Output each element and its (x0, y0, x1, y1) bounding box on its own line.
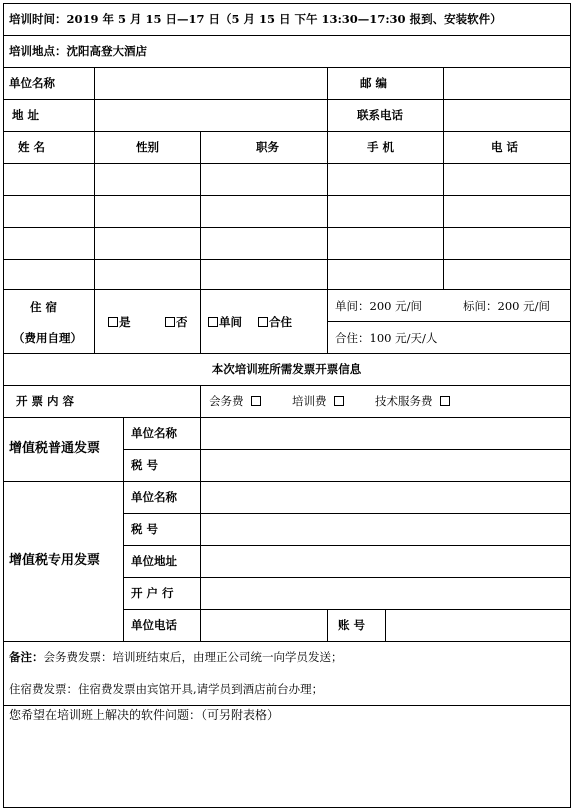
special-vat-invoice-label: 增值税专用发票 (9, 553, 101, 568)
lodging-label: 住 宿 (30, 300, 58, 314)
unit-name-field[interactable] (95, 68, 327, 99)
contact-phone-label: 联系电话 (357, 108, 403, 122)
special-unit-phone-field[interactable] (201, 610, 327, 641)
col-header-position: 职务 (256, 140, 279, 154)
special-tax-number-field[interactable] (201, 514, 570, 545)
ordinary-unit-name-field[interactable] (201, 418, 570, 449)
ordinary-vat-invoice-label: 增值税普通发票 (9, 441, 101, 456)
software-question-label: 您希望在培训班上解决的软件问题：（可另附表格） (9, 708, 280, 722)
shared-room-option[interactable]: 合住 (258, 315, 292, 329)
invoice-section-title: 本次培训班所需发票开票信息 (211, 362, 362, 376)
col-header-mobile: 手 机 (367, 140, 395, 154)
lodging-no-option[interactable]: 否 (165, 315, 188, 329)
checkbox-icon[interactable] (251, 396, 261, 406)
col-header-gender: 性别 (136, 140, 159, 154)
col-header-name: 姓 名 (18, 140, 46, 154)
software-question-textarea[interactable] (4, 724, 570, 807)
contact-phone-field[interactable] (444, 100, 570, 131)
special-bank-label: 开 户 行 (131, 586, 174, 600)
training-time: 培训时间：2019 年 5 月 15 日—17 日（5 月 15 日 下午 13:30—17:30 报到、安装软件） (9, 12, 502, 26)
checkbox-icon[interactable] (108, 317, 118, 327)
special-unit-address-field[interactable] (201, 546, 570, 577)
checkbox-icon[interactable] (208, 317, 218, 327)
ordinary-tax-number-field[interactable] (201, 450, 570, 481)
special-unit-phone-label: 单位电话 (131, 618, 177, 632)
training-fee-option[interactable]: 培训费 (292, 394, 345, 408)
unit-name-label: 单位名称 (9, 76, 55, 90)
account-number-label: 账 号 (338, 618, 366, 632)
postcode-field[interactable] (444, 68, 570, 99)
postcode-label: 邮 编 (360, 76, 388, 90)
table-row[interactable] (4, 260, 570, 289)
address-field[interactable] (95, 100, 327, 131)
table-row[interactable] (4, 196, 570, 227)
checkbox-icon[interactable] (440, 396, 450, 406)
address-label: 地 址 (12, 108, 40, 122)
single-room-option[interactable]: 单间 (208, 315, 242, 329)
tech-service-fee-option[interactable]: 技术服务费 (375, 394, 451, 408)
special-tax-number-label: 税 号 (131, 522, 159, 536)
ordinary-unit-name-label: 单位名称 (131, 426, 177, 440)
price-standard: 标间：200 元/间 (463, 299, 550, 313)
checkbox-icon[interactable] (258, 317, 268, 327)
conference-fee-option[interactable]: 会务费 (209, 394, 262, 408)
lodging-self-pay-label: （费用自理） (13, 331, 82, 345)
lodging-yes-option[interactable]: 是 (108, 315, 131, 329)
special-bank-field[interactable] (201, 578, 570, 609)
checkbox-icon[interactable] (334, 396, 344, 406)
col-header-phone: 电 话 (491, 140, 519, 154)
account-number-field[interactable] (386, 610, 570, 641)
table-row[interactable] (4, 228, 570, 259)
price-shared: 合住：100 元/天/人 (335, 331, 438, 345)
note-conference-invoice: 备注：会务费发票：培训班结束后，由理正公司统一向学员发送； (9, 650, 343, 664)
table-row[interactable] (4, 164, 570, 195)
price-single: 单间：200 元/间 (335, 299, 422, 313)
ordinary-tax-number-label: 税 号 (131, 458, 159, 472)
training-location: 培训地点：沈阳高登大酒店 (9, 44, 147, 58)
special-unit-address-label: 单位地址 (131, 554, 177, 568)
special-unit-name-label: 单位名称 (131, 490, 177, 504)
special-unit-name-field[interactable] (201, 482, 570, 513)
checkbox-icon[interactable] (165, 317, 175, 327)
invoice-content-label: 开 票 内 容 (16, 394, 75, 408)
note-lodging-invoice: 住宿费发票：住宿费发票由宾馆开具,请学员到酒店前台办理； (9, 682, 324, 696)
note-conference-invoice-text: 会务费发票：培训班结束后，由理正公司统一向学员发送； (43, 650, 343, 664)
